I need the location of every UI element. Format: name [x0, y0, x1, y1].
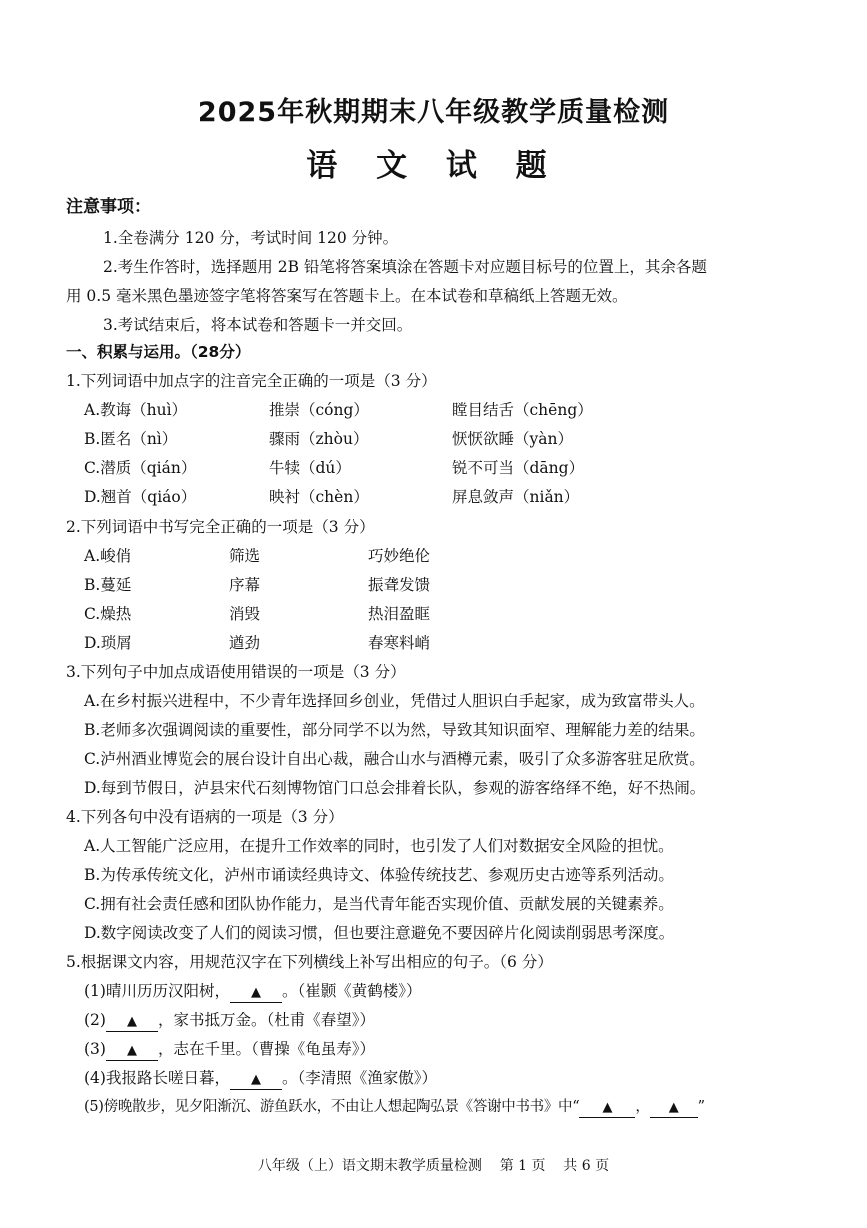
item-sep: ，: [635, 1099, 650, 1115]
q1-stem: 1.下列词语中加点字的注音完全正确的一项是（3 分）: [66, 372, 437, 390]
option-cell: 恹恹欲睡（yàn）: [452, 430, 573, 448]
page-subtitle: 语 文 试 题: [306, 148, 561, 184]
item-post: 。（李清照《渔家傲》）: [281, 1069, 437, 1087]
option-cell: C.潜质（qián）: [84, 459, 197, 477]
page-footer: 八年级（上）语文期末教学质量检测 第 1 页 共 6 页: [257, 1158, 610, 1174]
option-cell: 屏息敛声（niǎn）: [452, 488, 580, 506]
item-text: 傍晚散步，见夕阳渐沉、游鱼跃水，不由让人想起陶弘景《答谢中书书》中“: [103, 1099, 580, 1115]
q5-item-3: [84, 1037, 375, 1061]
option-cell: 映衬（chèn）: [269, 488, 369, 506]
item-number: (1): [84, 982, 106, 1000]
item-number: (5): [84, 1099, 104, 1115]
answer-blank[interactable]: [230, 982, 282, 1003]
item-post: 。（崔颢《黄鹤楼》）: [281, 982, 422, 1000]
q3-option-c: C.泸州酒业博览会的展台设计自出心裁，融合山水与酒樽元素，吸引了众多游客驻足欣赏。: [84, 750, 705, 768]
option-cell: A.教诲（huì）: [84, 401, 188, 419]
q3-stem: 3.下列句子中加点成语使用错误的一项是（3 分）: [66, 663, 406, 681]
option-cell: 筛选: [229, 547, 261, 565]
q4-option-b: B.为传承传统文化，泸州市诵读经典诗文、体验传统技艺、参观历史古迹等系列活动。: [84, 866, 674, 884]
section-heading: 一、积累与运用。（28分）: [66, 343, 251, 361]
option-cell: 消毁: [229, 605, 261, 623]
notice-item-2-cont: 用 0.5 毫米黑色墨迹签字笔将答案写在答题卡上。在本试卷和草稿纸上答题无效。: [66, 287, 628, 305]
option-cell: 推崇（cóng）: [269, 401, 369, 419]
option-cell: 瞠目结舌（chēng）: [452, 401, 593, 419]
option-cell: D.翘首（qiáo）: [84, 488, 197, 506]
triangle-icon: ▲: [250, 985, 261, 1000]
answer-blank[interactable]: [650, 1098, 698, 1118]
notice-item-1: 1.全卷满分 120 分，考试时间 120 分钟。: [103, 229, 399, 247]
item-post: ，家书抵万金。（杜甫《春望》）: [157, 1011, 375, 1029]
option-cell: A.峻俏: [84, 547, 132, 565]
q4-option-a: A.人工智能广泛应用，在提升工作效率的同时，也引发了人们对数据安全风险的担忧。: [84, 837, 674, 855]
option-cell: D.琐屑: [84, 634, 132, 652]
triangle-icon: ▲: [126, 1014, 137, 1029]
q5-item-5: [84, 1095, 705, 1118]
notice-item-2: 2.考生作答时，选择题用 2B 铅笔将答案填涂在答题卡对应题目标号的位置上，其余各题: [103, 258, 707, 276]
item-number: (3): [84, 1040, 106, 1058]
q3-option-a: A.在乡村振兴进程中，不少青年选择回乡创业，凭借过人胆识白手起家，成为致富带头人。: [84, 692, 705, 710]
answer-blank[interactable]: [106, 1040, 158, 1061]
triangle-icon: ▲: [126, 1043, 137, 1058]
q2-stem: 2.下列词语中书写完全正确的一项是（3 分）: [66, 518, 375, 536]
item-pre: 晴川历历汉阳树，: [105, 982, 230, 1000]
q4-option-c: C.拥有社会责任感和团队协作能力，是当代青年能否实现价值、贡献发展的关键素养。: [84, 895, 674, 913]
page-title: 2025年秋期期末八年级教学质量检测: [197, 97, 670, 128]
q5-item-4: [84, 1066, 437, 1090]
option-cell: 振聋发馈: [368, 576, 431, 594]
answer-blank[interactable]: [230, 1069, 282, 1090]
option-cell: B.蔓延: [84, 576, 132, 594]
option-cell: 巧妙绝伦: [368, 547, 431, 565]
answer-blank[interactable]: [579, 1098, 635, 1118]
triangle-icon: ▲: [668, 1100, 679, 1115]
option-cell: 序幕: [229, 576, 261, 594]
option-cell: 遒劲: [229, 634, 261, 652]
option-cell: B.匿名（nì）: [84, 430, 178, 448]
item-post: ，志在千里。（曹操《龟虽寿》）: [157, 1040, 375, 1058]
answer-blank[interactable]: [106, 1011, 158, 1032]
q5-stem: 5.根据课文内容，用规范汉字在下列横线上补写出相应的句子。（6 分）: [66, 953, 553, 971]
option-cell: 热泪盈眶: [368, 605, 431, 623]
option-cell: C.燥热: [84, 605, 132, 623]
q3-option-d: D.每到节假日，泸县宋代石刻博物馆门口总会排着长队，参观的游客络绎不绝，好不热闹。: [84, 779, 706, 797]
option-cell: 锐不可当（dāng）: [452, 459, 585, 477]
item-pre: 我报路长嗟日暮，: [105, 1069, 230, 1087]
notice-heading: 注意事项：: [66, 197, 151, 217]
q4-stem: 4.下列各句中没有语病的一项是（3 分）: [66, 808, 344, 826]
q4-option-d: D.数字阅读改变了人们的阅读习惯，但也要注意避免不要因碎片化阅读削弱思考深度。: [84, 924, 675, 942]
notice-item-3: 3.考试结束后，将本试卷和答题卡一并交回。: [103, 316, 413, 334]
item-number: (2): [84, 1011, 106, 1029]
item-number: (4): [84, 1069, 106, 1087]
q5-item-2: [84, 1008, 375, 1032]
triangle-icon: ▲: [250, 1072, 261, 1087]
item-close: ”: [697, 1099, 705, 1115]
q3-option-b: B.老师多次强调阅读的重要性，部分同学不以为然，导致其知识面窄、理解能力差的结果。: [84, 721, 705, 739]
option-cell: 骤雨（zhòu）: [269, 430, 369, 448]
q5-item-1: [84, 979, 422, 1003]
option-cell: 春寒料峭: [368, 634, 431, 652]
option-cell: 牛犊（dú）: [269, 459, 351, 477]
triangle-icon: ▲: [602, 1100, 613, 1115]
